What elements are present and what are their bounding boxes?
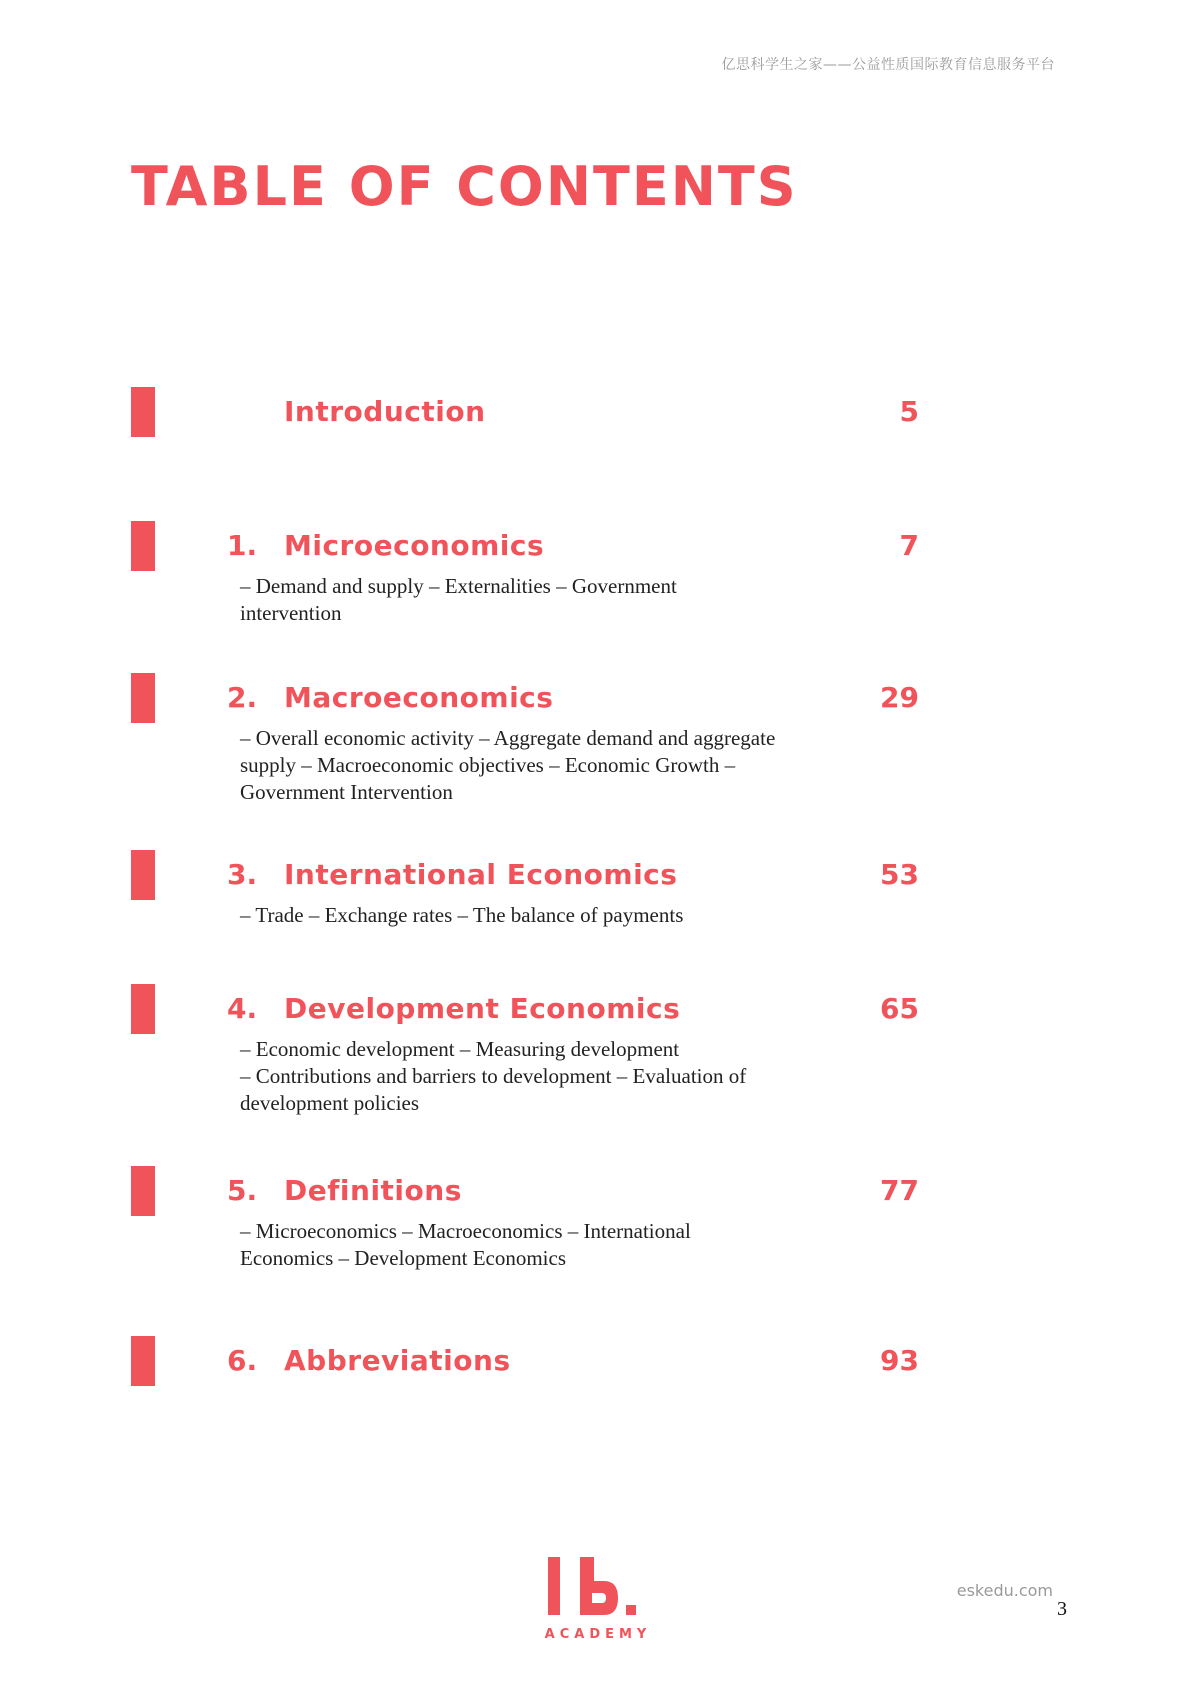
- toc-number: 6.: [227, 1344, 258, 1377]
- toc-number: 4.: [227, 992, 258, 1025]
- toc-number: 3.: [227, 858, 258, 891]
- toc-page-number: 65: [880, 992, 919, 1025]
- site-banner: 亿思科学生之家——公益性质国际教育信息服务平台: [721, 57, 1055, 73]
- toc-subtopics: – Trade – Exchange rates – The balance of payments: [240, 903, 684, 927]
- toc-entry-introduction[interactable]: [0, 387, 1191, 447]
- toc-subtopics: – Microeconomics – Macroeconomics – International Economics – Development Economics: [240, 1219, 691, 1270]
- toc-subtopics: – Demand and supply – Externalities – Government intervention: [240, 574, 677, 625]
- toc-title[interactable]: Abbreviations: [284, 1344, 511, 1377]
- toc-page-number: 29: [880, 681, 919, 714]
- page-number: 3: [1057, 1598, 1067, 1620]
- toc-title[interactable]: Definitions: [284, 1174, 462, 1207]
- toc-title[interactable]: Macroeconomics: [284, 681, 554, 714]
- toc-number: 2.: [227, 681, 258, 714]
- toc-marker: [131, 673, 155, 723]
- toc-title[interactable]: Microeconomics: [284, 529, 545, 562]
- toc-title[interactable]: Introduction: [284, 395, 486, 428]
- logo-wordmark: ACADEMY: [544, 1627, 652, 1642]
- toc-page-number: 53: [880, 858, 919, 891]
- toc-page-number: 77: [880, 1174, 919, 1207]
- toc-number: 1.: [227, 529, 258, 562]
- toc-page-number: 7: [899, 529, 919, 562]
- toc-marker: [131, 1166, 155, 1216]
- toc-subtopics: – Economic development – Measuring development – Contributions and barriers to development – Evaluation of development policies: [240, 1037, 747, 1115]
- toc-title[interactable]: Development Economics: [284, 992, 681, 1025]
- toc-marker: [131, 387, 155, 437]
- toc-entry-international-economics[interactable]: [0, 850, 1191, 940]
- toc-marker: [131, 984, 155, 1034]
- toc-entry-development-economics[interactable]: [0, 984, 1191, 1124]
- toc-entry-microeconomics[interactable]: [0, 521, 1191, 631]
- toc-marker: [131, 1336, 155, 1386]
- toc-page-number: 93: [880, 1344, 919, 1377]
- toc-entry-definitions[interactable]: [0, 1166, 1191, 1276]
- toc-number: 5.: [227, 1174, 258, 1207]
- ib-logo-icon: [542, 1557, 654, 1619]
- toc-entry-macroeconomics[interactable]: [0, 673, 1191, 813]
- site-url[interactable]: eskedu.com: [956, 1581, 1053, 1600]
- toc-marker: [131, 521, 155, 571]
- toc-marker: [131, 850, 155, 900]
- toc-page-number: 5: [899, 395, 919, 428]
- toc-title[interactable]: International Economics: [284, 858, 678, 891]
- academy-logo: [542, 1557, 654, 1645]
- toc-subtopics: – Overall economic activity – Aggregate demand and aggregate supply – Macroeconomic objectives – Economic Growth – Government Intervention: [240, 726, 776, 804]
- toc-entry-abbreviations[interactable]: [0, 1336, 1191, 1396]
- page-title: TABLE OF CONTENTS: [131, 155, 798, 218]
